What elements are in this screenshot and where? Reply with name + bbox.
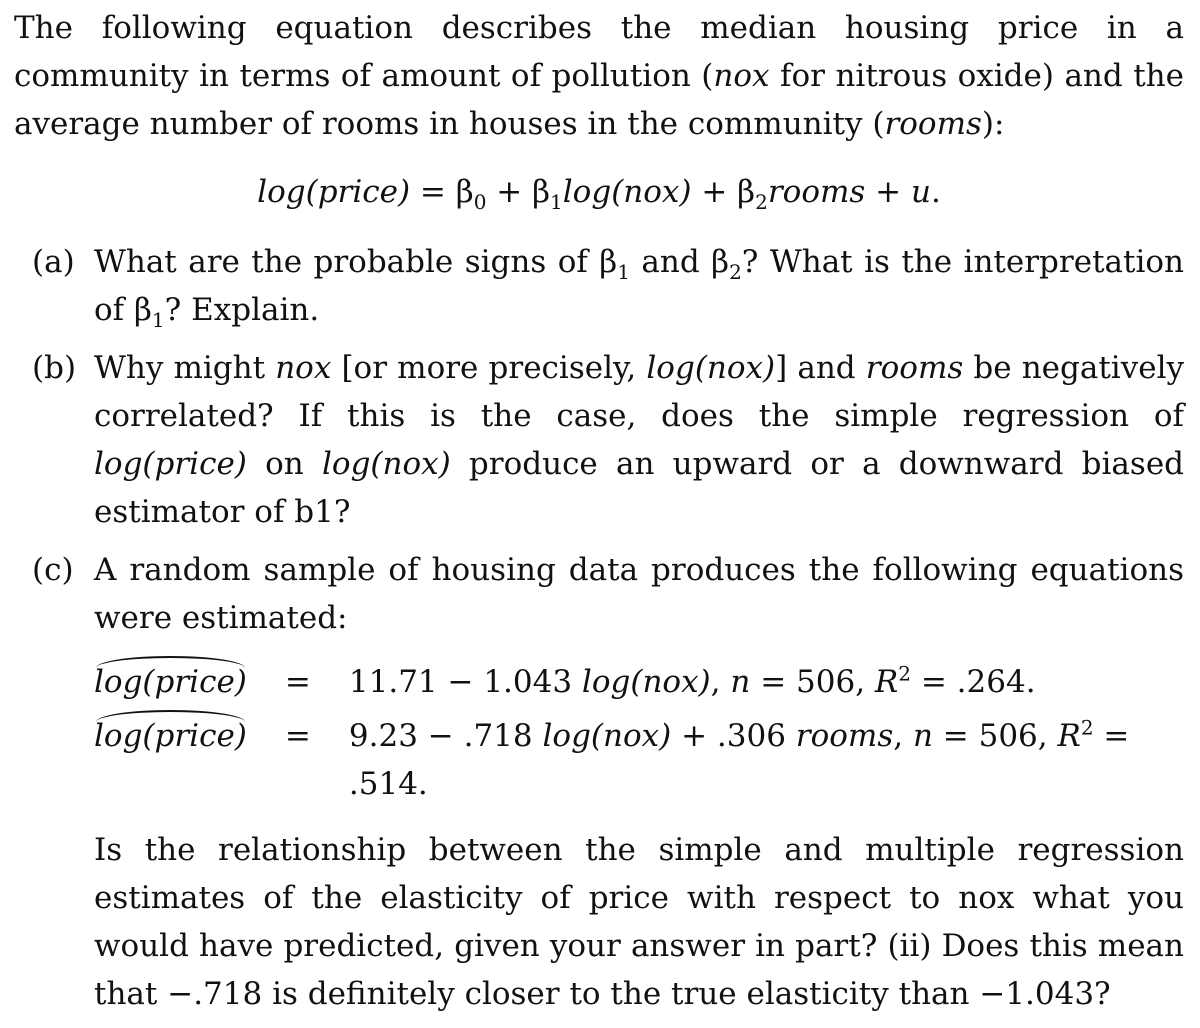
item-a-part: What are the probable signs of β (94, 244, 618, 280)
eq2-equals: = (284, 718, 311, 754)
model-part: rooms (767, 174, 866, 210)
eq1-rhs (349, 658, 1184, 712)
item-a-sub: 2 (729, 260, 742, 285)
eq2-rhs (349, 712, 1184, 808)
eq1-R: R (874, 664, 899, 700)
item-a-sub: 1 (617, 260, 630, 285)
eq2-part: 9.23 − .718 (348, 718, 543, 754)
model-part: u (910, 174, 931, 210)
eq2-part: = .514. (348, 718, 1130, 802)
eq2-part: , (893, 718, 913, 754)
item-b (14, 344, 1184, 536)
intro-text-1: The following equation describes the median housing price in a community in terms of amount of pollution ( (14, 10, 1184, 94)
item-a-part: and β (629, 244, 730, 280)
eq2-lhs-text: log(price) (94, 712, 247, 760)
item-b-math: nox (275, 350, 332, 386)
eq1-part: = .264. (910, 664, 1036, 700)
eq2-sup: 2 (1080, 715, 1094, 740)
item-a-label: (a) (32, 244, 75, 280)
model-part: + β (486, 174, 551, 210)
model-sub-0: 0 (473, 190, 487, 215)
item-b-math: log(price) (94, 446, 247, 482)
item-b-math: rooms (865, 350, 964, 386)
item-b-math: log(nox) (646, 350, 776, 386)
model-part: + β (691, 174, 756, 210)
eq1-part: 11.71 − 1.043 (348, 664, 582, 700)
model-equation (14, 168, 1184, 216)
item-b-part: Why might (94, 350, 276, 386)
intro-text-2: for nitrous oxide) and the average number of rooms in houses in the community ( (14, 58, 1184, 142)
item-c-label: (c) (32, 552, 74, 588)
eq1-sup: 2 (898, 661, 911, 686)
intro-text-3: ): (981, 106, 1005, 142)
model-sub-1: 1 (550, 190, 563, 215)
equation-row-2 (94, 712, 1184, 808)
item-a (14, 238, 1184, 334)
item-b-math: log(nox) (321, 446, 451, 482)
eq2-part: + .306 (671, 718, 796, 754)
model-part: + (865, 174, 911, 210)
eq1-n: n (730, 664, 751, 700)
eq2-lhs (94, 712, 285, 808)
eq1-lhs-text: log(price) (94, 658, 247, 706)
item-b-label: (b) (32, 350, 77, 386)
model-part: log(nox) (562, 174, 692, 210)
eq2-R: R (1057, 718, 1081, 754)
eq2-part: rooms (795, 718, 894, 754)
model-lhs: log(price) (257, 174, 411, 210)
item-a-part: ? What is the interpretation of β (94, 244, 1185, 328)
problem-text (14, 4, 1184, 1028)
intro-rooms: rooms (884, 106, 982, 142)
equation-row-1 (94, 658, 1184, 712)
item-b-part: ] and (775, 350, 866, 386)
eq1-lhs (94, 658, 285, 712)
eq1-equals: = (284, 664, 311, 700)
item-c (14, 546, 1184, 1018)
item-b-text (94, 344, 1184, 536)
intro-nox: nox (713, 58, 770, 94)
model-sub-2: 2 (755, 190, 768, 215)
item-b-part: [or more precisely, (331, 350, 647, 386)
item-b-part: on (246, 446, 322, 482)
intro-paragraph (14, 4, 1184, 148)
model-part: = β (410, 174, 474, 210)
eq2-part: = 506, (932, 718, 1058, 754)
eq2-part: log(nox) (542, 718, 672, 754)
eq1-part: = 506, (750, 664, 875, 700)
eq1-part: log(nox) (581, 664, 711, 700)
eq2-n: n (912, 718, 933, 754)
item-a-sub: 1 (151, 308, 165, 333)
estimated-equations (94, 658, 1184, 808)
item-a-part: ? Explain. (164, 292, 320, 328)
model-part: . (930, 174, 941, 210)
eq1-part: , (710, 664, 731, 700)
item-b-part: be negatively correlated? If this is the case, does the simple regression of (94, 350, 1185, 434)
item-c-question: Is the relationship between the simple and multiple regression estimates of the elasticity of price with respect to nox what you would have predicted, given your answer in part? (ii) Does this mean that −.718 is definitely closer to the true elasticity than −1.043? (94, 832, 1184, 1012)
item-a-text (94, 238, 1184, 334)
item-c-intro: A random sample of housing data produces the following equations were estimated: (94, 552, 1184, 636)
item-b-part: produce an upward or a downward biased estimator of b1? (94, 446, 1185, 530)
